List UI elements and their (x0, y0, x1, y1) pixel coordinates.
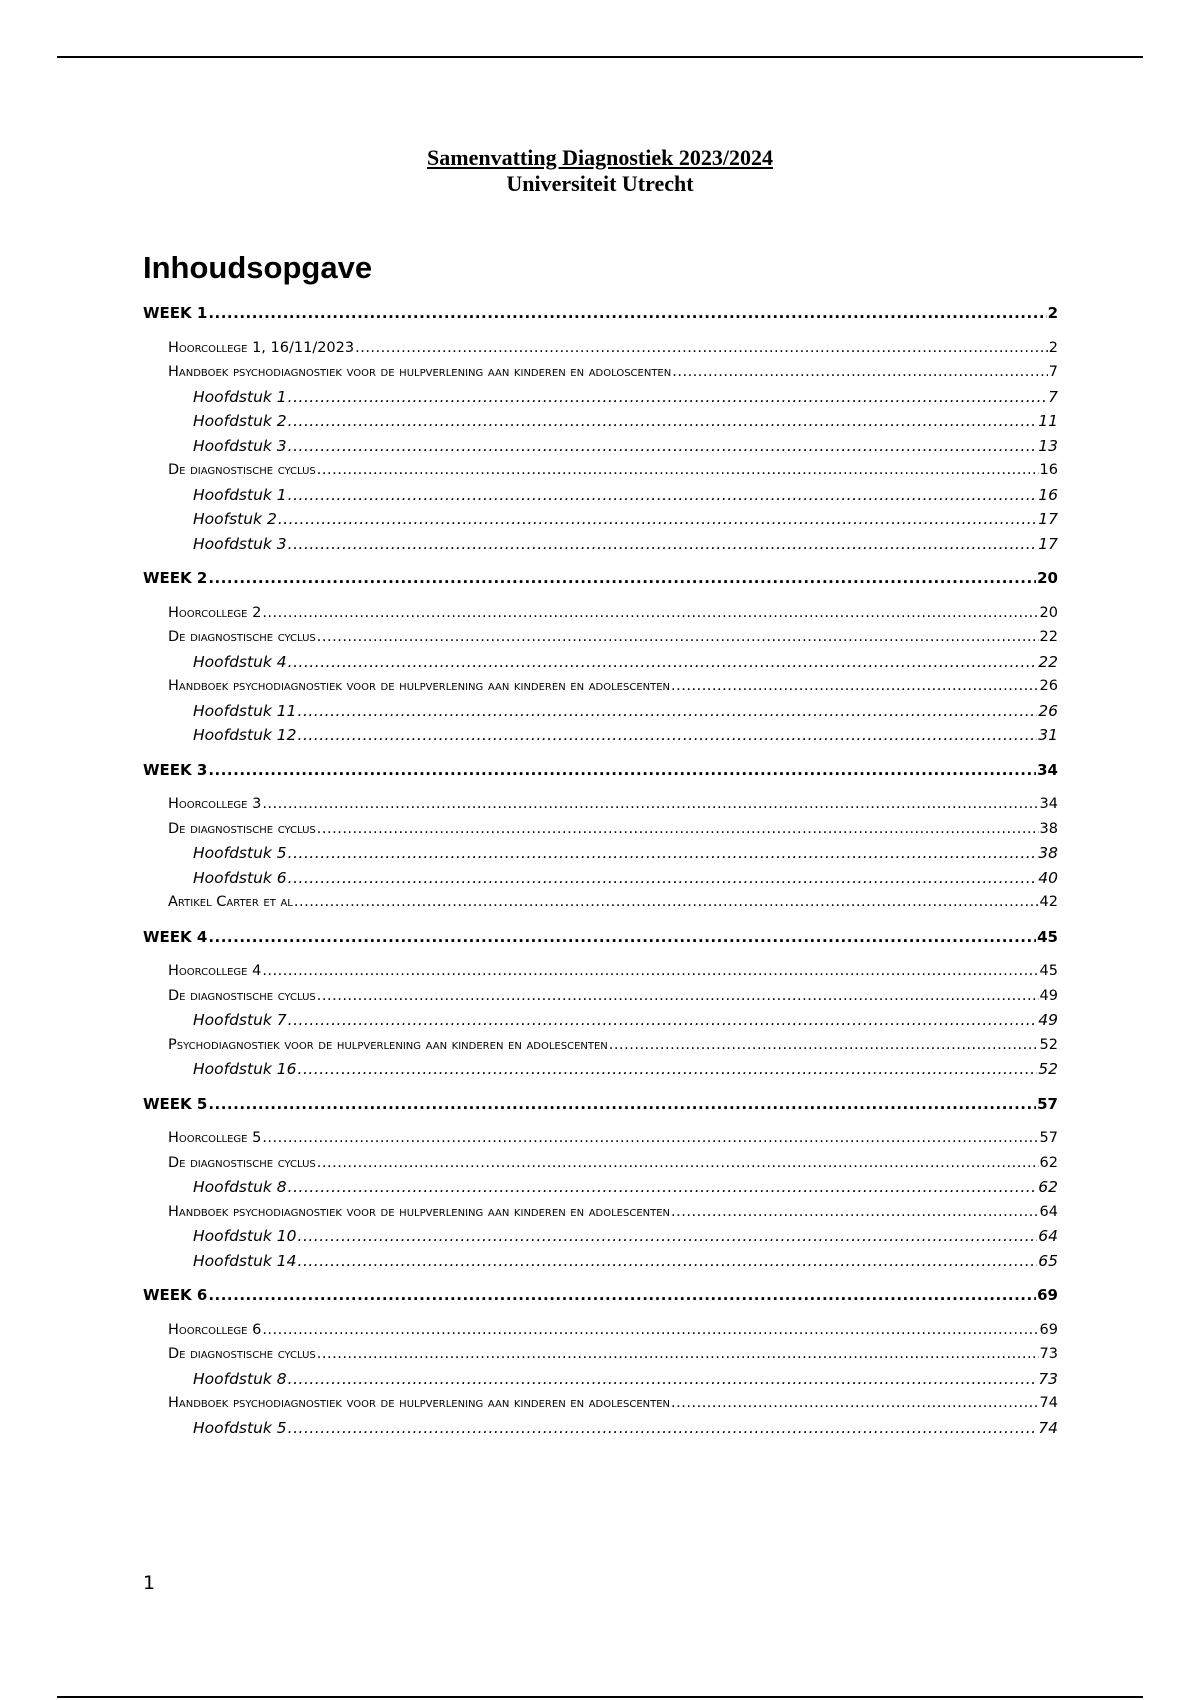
toc-dot-leader (317, 1151, 1039, 1176)
toc-entry-page: 42 (1039, 894, 1058, 910)
toc-dot-leader (317, 1342, 1039, 1367)
toc-chapter-entry[interactable] (143, 1249, 1058, 1274)
toc-entry-page: 17 (1038, 510, 1058, 528)
toc-dot-leader (317, 625, 1039, 650)
toc-entry-page: 38 (1038, 844, 1058, 862)
toc-section-entry[interactable] (143, 1126, 1058, 1151)
toc-week-entry[interactable] (143, 925, 1058, 950)
toc-dot-leader (262, 1126, 1038, 1151)
toc-entry-page: 69 (1039, 1321, 1058, 1338)
toc-heading: Inhoudsopgave (143, 250, 373, 285)
toc-entry-page: 45 (1037, 927, 1058, 946)
toc-chapter-entry[interactable] (143, 409, 1058, 434)
toc-entry-page: 34 (1039, 796, 1058, 812)
toc-entry-page: 62 (1038, 1178, 1058, 1196)
toc-entry-label: Hoofdstuk 11 (193, 701, 297, 720)
toc-entry-page: 57 (1037, 1094, 1058, 1113)
toc-entry-page: 20 (1039, 604, 1058, 621)
toc-dot-leader (208, 566, 1036, 591)
toc-week-entry[interactable] (143, 1283, 1058, 1308)
toc-dot-leader (288, 1367, 1038, 1392)
toc-section-entry[interactable] (143, 336, 1058, 361)
top-rule (57, 56, 1143, 58)
toc-chapter-entry[interactable] (143, 650, 1058, 675)
toc-chapter-entry[interactable] (143, 723, 1058, 748)
toc-entry-page: 16 (1039, 462, 1058, 478)
document-title: Samenvatting Diagnostiek 2023/2024 (427, 145, 773, 170)
toc-entry-label: Hoofdstuk 12 (193, 726, 297, 744)
toc-entry-label: Psychodiagnostiek voor de hulpverlening aan kinderen en adolescenten (168, 1036, 608, 1053)
toc-dot-leader (298, 699, 1038, 724)
toc-entry-label: Handboek psychodiagnostiek voor de hulpverlening aan kinderen en adoloscenten (168, 364, 672, 380)
toc-dot-leader (288, 650, 1038, 675)
toc-entry-label: WEEK 5 (143, 1094, 208, 1113)
toc-entry-label: De diagnostische cyclus (168, 987, 316, 1004)
toc-entry-label: Hoorcollege 1, 16/11/2023 (168, 339, 355, 356)
toc-entry-label: Hoofdstuk 16 (193, 1060, 297, 1078)
toc-entry-label: Hoorcollege 2 (168, 604, 262, 621)
toc-dot-leader (262, 959, 1038, 984)
toc-entry-page: 64 (1038, 1227, 1058, 1245)
toc-chapter-entry[interactable] (143, 1008, 1058, 1033)
toc-entry-label: Hoorcollege 4 (168, 963, 262, 979)
toc-dot-leader (298, 1057, 1038, 1082)
toc-entry-label: De diagnostische cyclus (168, 1154, 316, 1171)
toc-section-entry[interactable] (143, 984, 1058, 1009)
toc-week-entry[interactable] (143, 1092, 1058, 1117)
toc-entry-label: Hoorcollege 6 (168, 1321, 262, 1338)
toc-entry-page: 74 (1038, 1418, 1058, 1437)
toc-section-entry[interactable] (143, 458, 1058, 483)
toc-dot-leader (298, 1249, 1038, 1274)
toc-dot-leader (298, 1224, 1038, 1249)
toc-entry-label: Hoofdstuk 4 (193, 652, 287, 671)
toc-dot-leader (355, 336, 1048, 361)
toc-dot-leader (288, 841, 1038, 866)
toc-section-entry[interactable] (143, 1318, 1058, 1343)
toc-chapter-entry[interactable] (143, 507, 1058, 532)
toc-section-entry[interactable] (143, 1033, 1058, 1058)
toc-entry-label: Hoofstuk 2 (193, 510, 277, 528)
toc-entry-label: WEEK 4 (143, 927, 208, 946)
toc-entry-page: 52 (1038, 1060, 1058, 1078)
toc-entry-page: 49 (1039, 987, 1058, 1004)
toc-entry-label: Hoorcollege 3 (168, 796, 262, 812)
toc-entry-page: 22 (1038, 652, 1058, 671)
toc-section-entry[interactable] (143, 890, 1058, 915)
toc-entry-page: 22 (1039, 629, 1058, 645)
toc-chapter-entry[interactable] (143, 1057, 1058, 1082)
toc-entry-label: Handboek psychodiagnostiek voor de hulpverlening aan kinderen en adolescenten (168, 1203, 671, 1220)
toc-entry-page: 64 (1039, 1203, 1058, 1220)
toc-chapter-entry[interactable] (143, 1416, 1058, 1441)
toc-entry-page: 45 (1039, 963, 1058, 979)
toc-chapter-entry[interactable] (143, 434, 1058, 459)
toc-dot-leader (288, 532, 1038, 557)
toc-entry-page: 49 (1038, 1011, 1058, 1029)
toc-entry-page: 62 (1039, 1154, 1058, 1171)
toc-entry-label: Artikel Carter et al (168, 894, 293, 910)
toc-dot-leader (672, 360, 1048, 385)
toc-entry-label: Hoofdstuk 8 (193, 1178, 287, 1196)
toc-chapter-entry[interactable] (143, 699, 1058, 724)
document-title-block (0, 145, 1200, 197)
toc-section-entry[interactable] (143, 817, 1058, 842)
toc-dot-leader (317, 817, 1039, 842)
toc-entry-page: 7 (1048, 387, 1058, 406)
toc-chapter-entry[interactable] (143, 1175, 1058, 1200)
toc-entry-page: 26 (1039, 678, 1058, 694)
toc-entry-page: 26 (1038, 701, 1058, 720)
toc-entry-page: 73 (1039, 1346, 1058, 1362)
toc-entry-label: De diagnostische cyclus (168, 462, 316, 478)
toc-chapter-entry[interactable] (143, 483, 1058, 508)
toc-entry-page: 7 (1048, 364, 1058, 380)
toc-section-entry[interactable] (143, 792, 1058, 817)
toc-entry-page: 40 (1038, 868, 1058, 887)
toc-entry-page: 16 (1038, 485, 1058, 504)
toc-entry-page: 2 (1047, 304, 1058, 322)
toc-dot-leader (298, 723, 1038, 748)
toc-week-entry[interactable] (143, 566, 1058, 591)
toc-chapter-entry[interactable] (143, 532, 1058, 557)
toc-dot-leader (671, 1391, 1039, 1416)
page-number: 1 (143, 1572, 156, 1594)
toc-dot-leader (208, 301, 1046, 326)
toc-section-entry[interactable] (143, 1342, 1058, 1367)
toc-chapter-entry[interactable] (143, 385, 1058, 410)
toc-entry-page: 65 (1038, 1251, 1058, 1270)
toc-entry-page: 38 (1039, 820, 1058, 837)
toc-entry-page: 11 (1038, 412, 1058, 430)
toc-dot-leader (262, 1318, 1038, 1343)
toc-dot-leader (288, 483, 1038, 508)
toc-entry-label: Hoofdstuk 1 (193, 485, 287, 504)
toc-entry-label: Handboek psychodiagnostiek voor de hulpverlening aan kinderen en adolescenten (168, 1395, 671, 1411)
toc-entry-label: Hoofdstuk 14 (193, 1251, 297, 1270)
toc-dot-leader (278, 507, 1037, 532)
toc-dot-leader (288, 409, 1038, 434)
toc-entry-page: 73 (1038, 1369, 1058, 1388)
toc-chapter-entry[interactable] (143, 1367, 1058, 1392)
toc-entry-label: Hoofdstuk 7 (193, 1011, 287, 1029)
toc-entry-label: De diagnostische cyclus (168, 1346, 316, 1362)
toc-entry-label: Hoofdstuk 10 (193, 1227, 297, 1245)
toc-section-entry[interactable] (143, 360, 1058, 385)
toc-dot-leader (288, 434, 1038, 459)
toc-entry-label: Hoofdstuk 8 (193, 1369, 287, 1388)
toc-section-entry[interactable] (143, 1200, 1058, 1225)
toc-entry-label: De diagnostische cyclus (168, 629, 316, 645)
toc-section-entry[interactable] (143, 674, 1058, 699)
toc-entry-page: 74 (1039, 1395, 1058, 1411)
toc-entry-label: WEEK 6 (143, 1286, 208, 1304)
toc-entry-page: 31 (1038, 726, 1058, 744)
toc-entry-label: Hoofdstuk 3 (193, 436, 287, 455)
toc-entry-label: Hoorcollege 5 (168, 1130, 262, 1146)
toc-dot-leader (317, 458, 1039, 483)
toc-dot-leader (294, 890, 1039, 915)
toc-chapter-entry[interactable] (143, 1224, 1058, 1249)
toc-dot-leader (671, 674, 1039, 699)
toc-entry-page: 34 (1037, 760, 1058, 779)
toc-dot-leader (208, 758, 1036, 783)
toc-week-entry[interactable] (143, 758, 1058, 783)
table-of-contents (143, 301, 1058, 1440)
toc-entry-label: Hoofdstuk 1 (193, 387, 287, 406)
toc-entry-label: Hoofdstuk 3 (193, 534, 287, 553)
bottom-rule (57, 1696, 1143, 1698)
toc-entry-page: 20 (1037, 569, 1058, 587)
toc-dot-leader (288, 1008, 1038, 1033)
toc-entry-page: 2 (1048, 339, 1058, 356)
toc-dot-leader (288, 1416, 1038, 1441)
toc-entry-label: Hoofdstuk 2 (193, 412, 287, 430)
toc-section-entry[interactable] (143, 1151, 1058, 1176)
toc-dot-leader (671, 1200, 1039, 1225)
toc-entry-page: 52 (1039, 1036, 1058, 1053)
toc-dot-leader (208, 1283, 1036, 1308)
toc-entry-page: 13 (1038, 436, 1058, 455)
toc-dot-leader (208, 1092, 1036, 1117)
toc-section-entry[interactable] (143, 625, 1058, 650)
toc-dot-leader (288, 866, 1038, 891)
toc-dot-leader (288, 1175, 1038, 1200)
toc-section-entry[interactable] (143, 601, 1058, 626)
toc-entry-page: 69 (1037, 1286, 1058, 1304)
toc-dot-leader (288, 385, 1047, 410)
toc-dot-leader (208, 925, 1036, 950)
toc-chapter-entry[interactable] (143, 841, 1058, 866)
toc-dot-leader (262, 601, 1038, 626)
toc-section-entry[interactable] (143, 959, 1058, 984)
institution-name: Universiteit Utrecht (506, 171, 694, 196)
toc-entry-page: 17 (1038, 534, 1058, 553)
toc-entry-label: Handboek psychodiagnostiek voor de hulpverlening aan kinderen en adolescenten (168, 678, 671, 694)
toc-entry-page: 57 (1039, 1130, 1058, 1146)
toc-chapter-entry[interactable] (143, 866, 1058, 891)
toc-entry-label: De diagnostische cyclus (168, 820, 316, 837)
toc-dot-leader (609, 1033, 1039, 1058)
toc-entry-label: Hoofdstuk 5 (193, 1418, 287, 1437)
toc-dot-leader (262, 792, 1038, 817)
toc-section-entry[interactable] (143, 1391, 1058, 1416)
toc-entry-label: WEEK 2 (143, 569, 208, 587)
toc-entry-label: WEEK 3 (143, 760, 208, 779)
toc-entry-label: Hoofdstuk 6 (193, 868, 287, 887)
toc-entry-label: Hoofdstuk 5 (193, 844, 287, 862)
toc-week-entry[interactable] (143, 301, 1058, 326)
toc-entry-label: WEEK 1 (143, 304, 208, 322)
toc-dot-leader (317, 984, 1039, 1009)
